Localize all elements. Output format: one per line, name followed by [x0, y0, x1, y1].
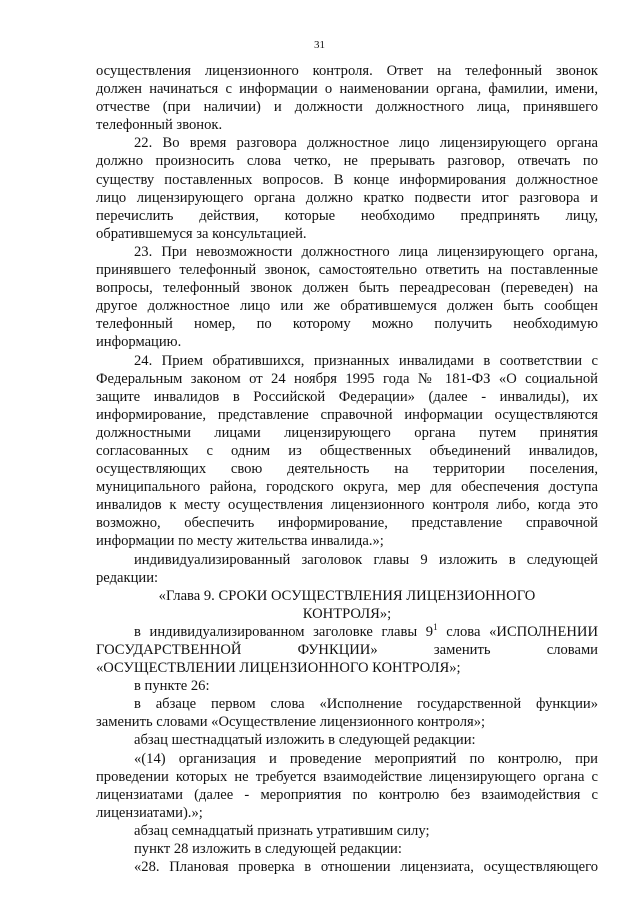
- text-line: КОНТРОЛЯ»;: [302, 605, 392, 622]
- text-line: перечислить действия, которые необходимо предпринять лицу,: [96, 207, 598, 224]
- text-line: информацию.: [96, 334, 182, 351]
- text-line: проведении которых не требуется взаимодействие лицензирующего органа с: [96, 768, 598, 785]
- text-line: согласованных с одним из общественных объединений инвалидов,: [96, 442, 598, 459]
- text-line: Федеральным законом от 24 ноября 1995 года № 181-ФЗ «О социальной: [96, 370, 598, 387]
- text-line: защите инвалидов в Российской Федерации» (далее - инвалиды), их: [96, 388, 598, 405]
- text-line: обратившемуся за консультацией.: [96, 225, 307, 242]
- text-line: «Глава 9. СРОКИ ОСУЩЕСТВЛЕНИЯ ЛИЦЕНЗИОННОГО: [158, 587, 536, 604]
- text-line: заменить словами «Осуществление лицензионного контроля»;: [96, 714, 486, 731]
- text-line: муниципального района, городского округа, мер для обеспечения доступа: [96, 479, 598, 496]
- text-line: 22. Во время разговора должностное лицо лицензирующего органа: [134, 135, 598, 152]
- text-line: отчестве (при наличии) и должности должностного лица, принявшего: [96, 99, 598, 116]
- text-line: «ОСУЩЕСТВЛЕНИИ ЛИЦЕНЗИОННОГО КОНТРОЛЯ»;: [96, 660, 461, 677]
- text-line: осуществления лицензионного контроля. Ответ на телефонный звонок: [96, 63, 598, 79]
- text-line: редакции:: [96, 569, 159, 586]
- text-line: «28. Плановая проверка в отношении лицензиата, осуществляющего: [134, 859, 598, 876]
- text-line: абзац шестнадцатый изложить в следующей редакции:: [134, 732, 476, 749]
- text-line: ГОСУДАРСТВЕННОЙ ФУНКЦИИ» заменить словами: [96, 642, 598, 658]
- superscript: 1: [433, 621, 438, 632]
- text-line: принявшего телефонный звонок, самостоятельно ответить на поставленные: [96, 262, 598, 279]
- text-line: 24. Прием обратившихся, признанных инвалидами в соответствии с: [134, 352, 598, 369]
- text-line: возможно, обеспечить информирование, представление справочной: [96, 515, 598, 532]
- text-line: 23. При невозможности должностного лица лицензирующего органа,: [134, 243, 598, 260]
- text-line: вопросы, телефонный звонок должен быть переадресован (переведен) на: [96, 280, 598, 297]
- text-segment: слова «ИСПОЛНЕНИИ: [437, 623, 598, 640]
- text-line: должностными лицами лицензирующего органа путем принятия: [96, 424, 598, 441]
- text-line: информирование, представление справочной информации осуществляются: [96, 406, 598, 423]
- text-line: «(14) организация и проведение мероприятий по контролю, при: [134, 750, 598, 767]
- document-body: [96, 62, 598, 876]
- text-line: осуществляющих свою деятельность на территории поселения,: [96, 461, 598, 478]
- text-line: [96, 623, 598, 641]
- text-line: должно произносить слова четко, не прерывать разговор, отвечать по: [96, 153, 598, 170]
- text-line: абзац семнадцатый признать утратившим силу;: [134, 822, 430, 839]
- text-line: телефонный звонок.: [96, 117, 223, 134]
- text-line: инвалидов к месту осуществления лицензионного контроля либо, когда это: [96, 497, 598, 514]
- text-line: должен начинаться с информации о наименовании органа, фамилии, имени,: [96, 81, 598, 98]
- text-line: лицо лицензирующего органа должно кратко подвести итог разговора и: [96, 189, 598, 206]
- text-line: другое должностное лицо или же обратившемуся должен быть сообщен: [96, 298, 598, 315]
- text-line: телефонный номер, по которому можно получить необходимую: [96, 316, 598, 333]
- text-line: лицензиатами (далее - мероприятия по контролю без взаимодействия с: [96, 786, 598, 803]
- text-line: индивидуализированный заголовок главы 9 изложить в следующей: [134, 551, 598, 568]
- text-line: лицензиатами).»;: [96, 804, 203, 821]
- text-line: существу поставленных вопросов. В конце информирования должностное: [96, 171, 598, 188]
- text-segment: в индивидуализированном заголовке главы 9: [134, 623, 434, 640]
- text-line: пункт 28 изложить в следующей редакции:: [134, 841, 402, 858]
- text-line: информации по месту жительства инвалида.»;: [96, 533, 384, 550]
- text-line: в пункте 26:: [134, 678, 210, 695]
- page-number: 31: [314, 39, 325, 51]
- text-line: в абзаце первом слова «Исполнение государственной функции»: [134, 696, 598, 713]
